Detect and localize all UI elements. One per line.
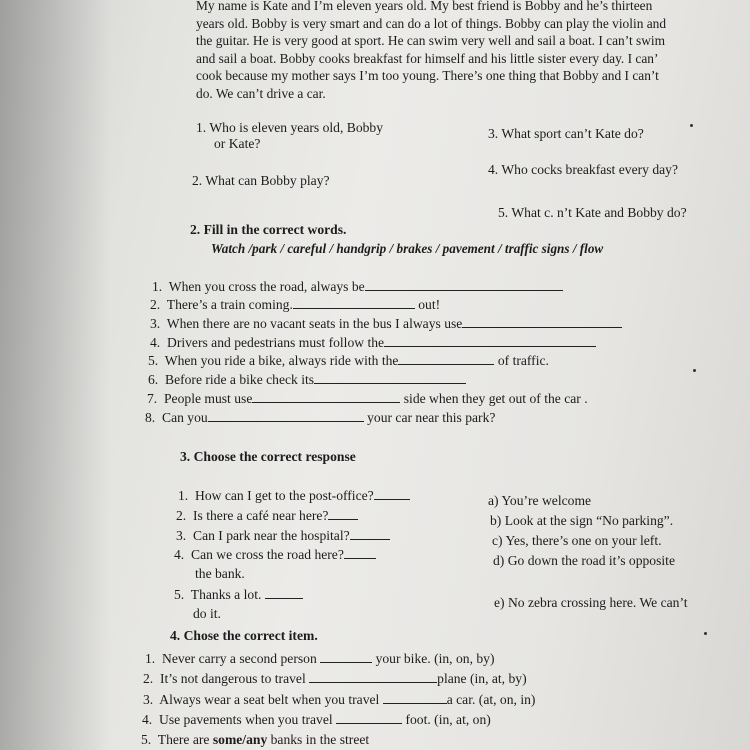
answer-blank[interactable]	[344, 546, 376, 559]
answer-blank[interactable]	[374, 487, 410, 500]
question-3: 3. What sport can’t Kate do?	[488, 126, 644, 141]
passage-line: the guitar. He is very good at sport. He can swim very well and sail a boat. I can’t swim	[196, 33, 666, 49]
fill-item-7: 7. People must use side when they get out of the car .	[147, 391, 588, 406]
response-question-4-cont: the bank.	[195, 566, 245, 581]
choice-item-2: 2. It’s not dangerous to travel plane (in, at, by)	[143, 671, 527, 686]
speck	[704, 632, 707, 635]
answer-blank[interactable]	[384, 334, 596, 347]
fill-item-1: 1. When you cross the road, always be	[152, 278, 563, 295]
word-bank: Watch /park / careful / handgrip / brakes / pavement / traffic signs / flow	[211, 241, 604, 256]
question-1-cont: or Kate?	[214, 136, 261, 151]
response-question-1: 1. How can I get to the post-office?	[178, 487, 410, 504]
answer-blank[interactable]	[398, 352, 494, 365]
reading-passage	[196, 0, 696, 103]
question-5: 5. What c. n’t Kate and Bobby do?	[498, 205, 687, 220]
answer-blank[interactable]	[462, 315, 622, 328]
passage-line: years old. Bobby is very smart and can do a lot of things. Bobby can play the violin and	[196, 15, 667, 31]
answer-blank[interactable]	[320, 650, 372, 663]
response-option-e: e) No zebra crossing here. We can’t	[494, 595, 688, 610]
question-1: 1. Who is eleven years old, Bobby	[196, 120, 384, 135]
answer-blank[interactable]	[309, 670, 437, 683]
answer-blank[interactable]	[383, 691, 447, 704]
answer-blank[interactable]	[314, 371, 466, 384]
section-2-title: 2. Fill in the correct words.	[190, 222, 347, 237]
response-question-2: 2. Is there a café near here?	[176, 507, 358, 524]
speck	[690, 124, 693, 127]
section-3-title: 3. Choose the correct response	[180, 449, 356, 464]
passage-line: and sail a boat. Bobby cooks breakfast for himself and his little sister every day. I can’	[196, 50, 659, 66]
response-question-3: 3. Can I park near the hospital?	[176, 527, 390, 544]
choice-item-5: 5. There are some/any banks in the street	[141, 732, 370, 747]
choice-item-4: 4. Use pavements when you travel foot. (in, at, on)	[142, 712, 491, 727]
response-option-d: d) Go down the road it’s opposite	[493, 553, 675, 568]
speck	[693, 369, 696, 372]
response-option-c: c) Yes, there’s one on your left.	[492, 533, 662, 548]
answer-blank[interactable]	[265, 586, 303, 599]
answer-blank[interactable]	[350, 527, 390, 540]
fill-item-6: 6. Before ride a bike check its	[148, 371, 466, 388]
fill-item-2: 2. There’s a train coming. out!	[150, 297, 441, 312]
passage-line: My name is Kate and I’m eleven years old. My best friend is Bobby and he’s thirteen	[196, 0, 653, 13]
answer-blank[interactable]	[252, 390, 400, 403]
response-question-5-cont: do it.	[193, 606, 221, 621]
answer-blank[interactable]	[208, 409, 364, 422]
response-option-a: a) You’re welcome	[488, 493, 592, 508]
response-question-5: 5. Thanks a lot.	[174, 586, 303, 603]
section-4-title: 4. Chose the correct item.	[170, 628, 318, 643]
fill-item-3: 3. When there are no vacant seats in the bus I always use	[150, 315, 622, 332]
passage-line: cook because my mother says I’m too young. There’s one thing that Bobby and I can’t	[196, 68, 659, 84]
answer-blank[interactable]	[328, 507, 358, 520]
fill-item-8: 8. Can you your car near this park?	[145, 410, 496, 425]
answer-blank[interactable]	[293, 296, 415, 309]
question-4: 4. Who cocks breakfast every day?	[488, 162, 678, 177]
passage-line: do. We can’t drive a car.	[196, 85, 326, 101]
fill-item-4: 4. Drivers and pedestrians must follow the	[150, 334, 596, 351]
choice-item-1: 1. Never carry a second person your bike. (in, on, by)	[145, 651, 495, 666]
choice-item-3: 3. Always wear a seat belt when you travel a car. (at, on, in)	[143, 692, 536, 707]
question-2: 2. What can Bobby play?	[192, 173, 330, 188]
answer-blank[interactable]	[336, 711, 402, 724]
answer-blank[interactable]	[365, 278, 563, 291]
response-option-b: b) Look at the sign “No parking”.	[490, 513, 674, 528]
response-question-4: 4. Can we cross the road here?	[174, 546, 376, 563]
fill-item-5: 5. When you ride a bike, always ride with the of traffic.	[148, 353, 549, 368]
page-shadow	[0, 0, 110, 750]
